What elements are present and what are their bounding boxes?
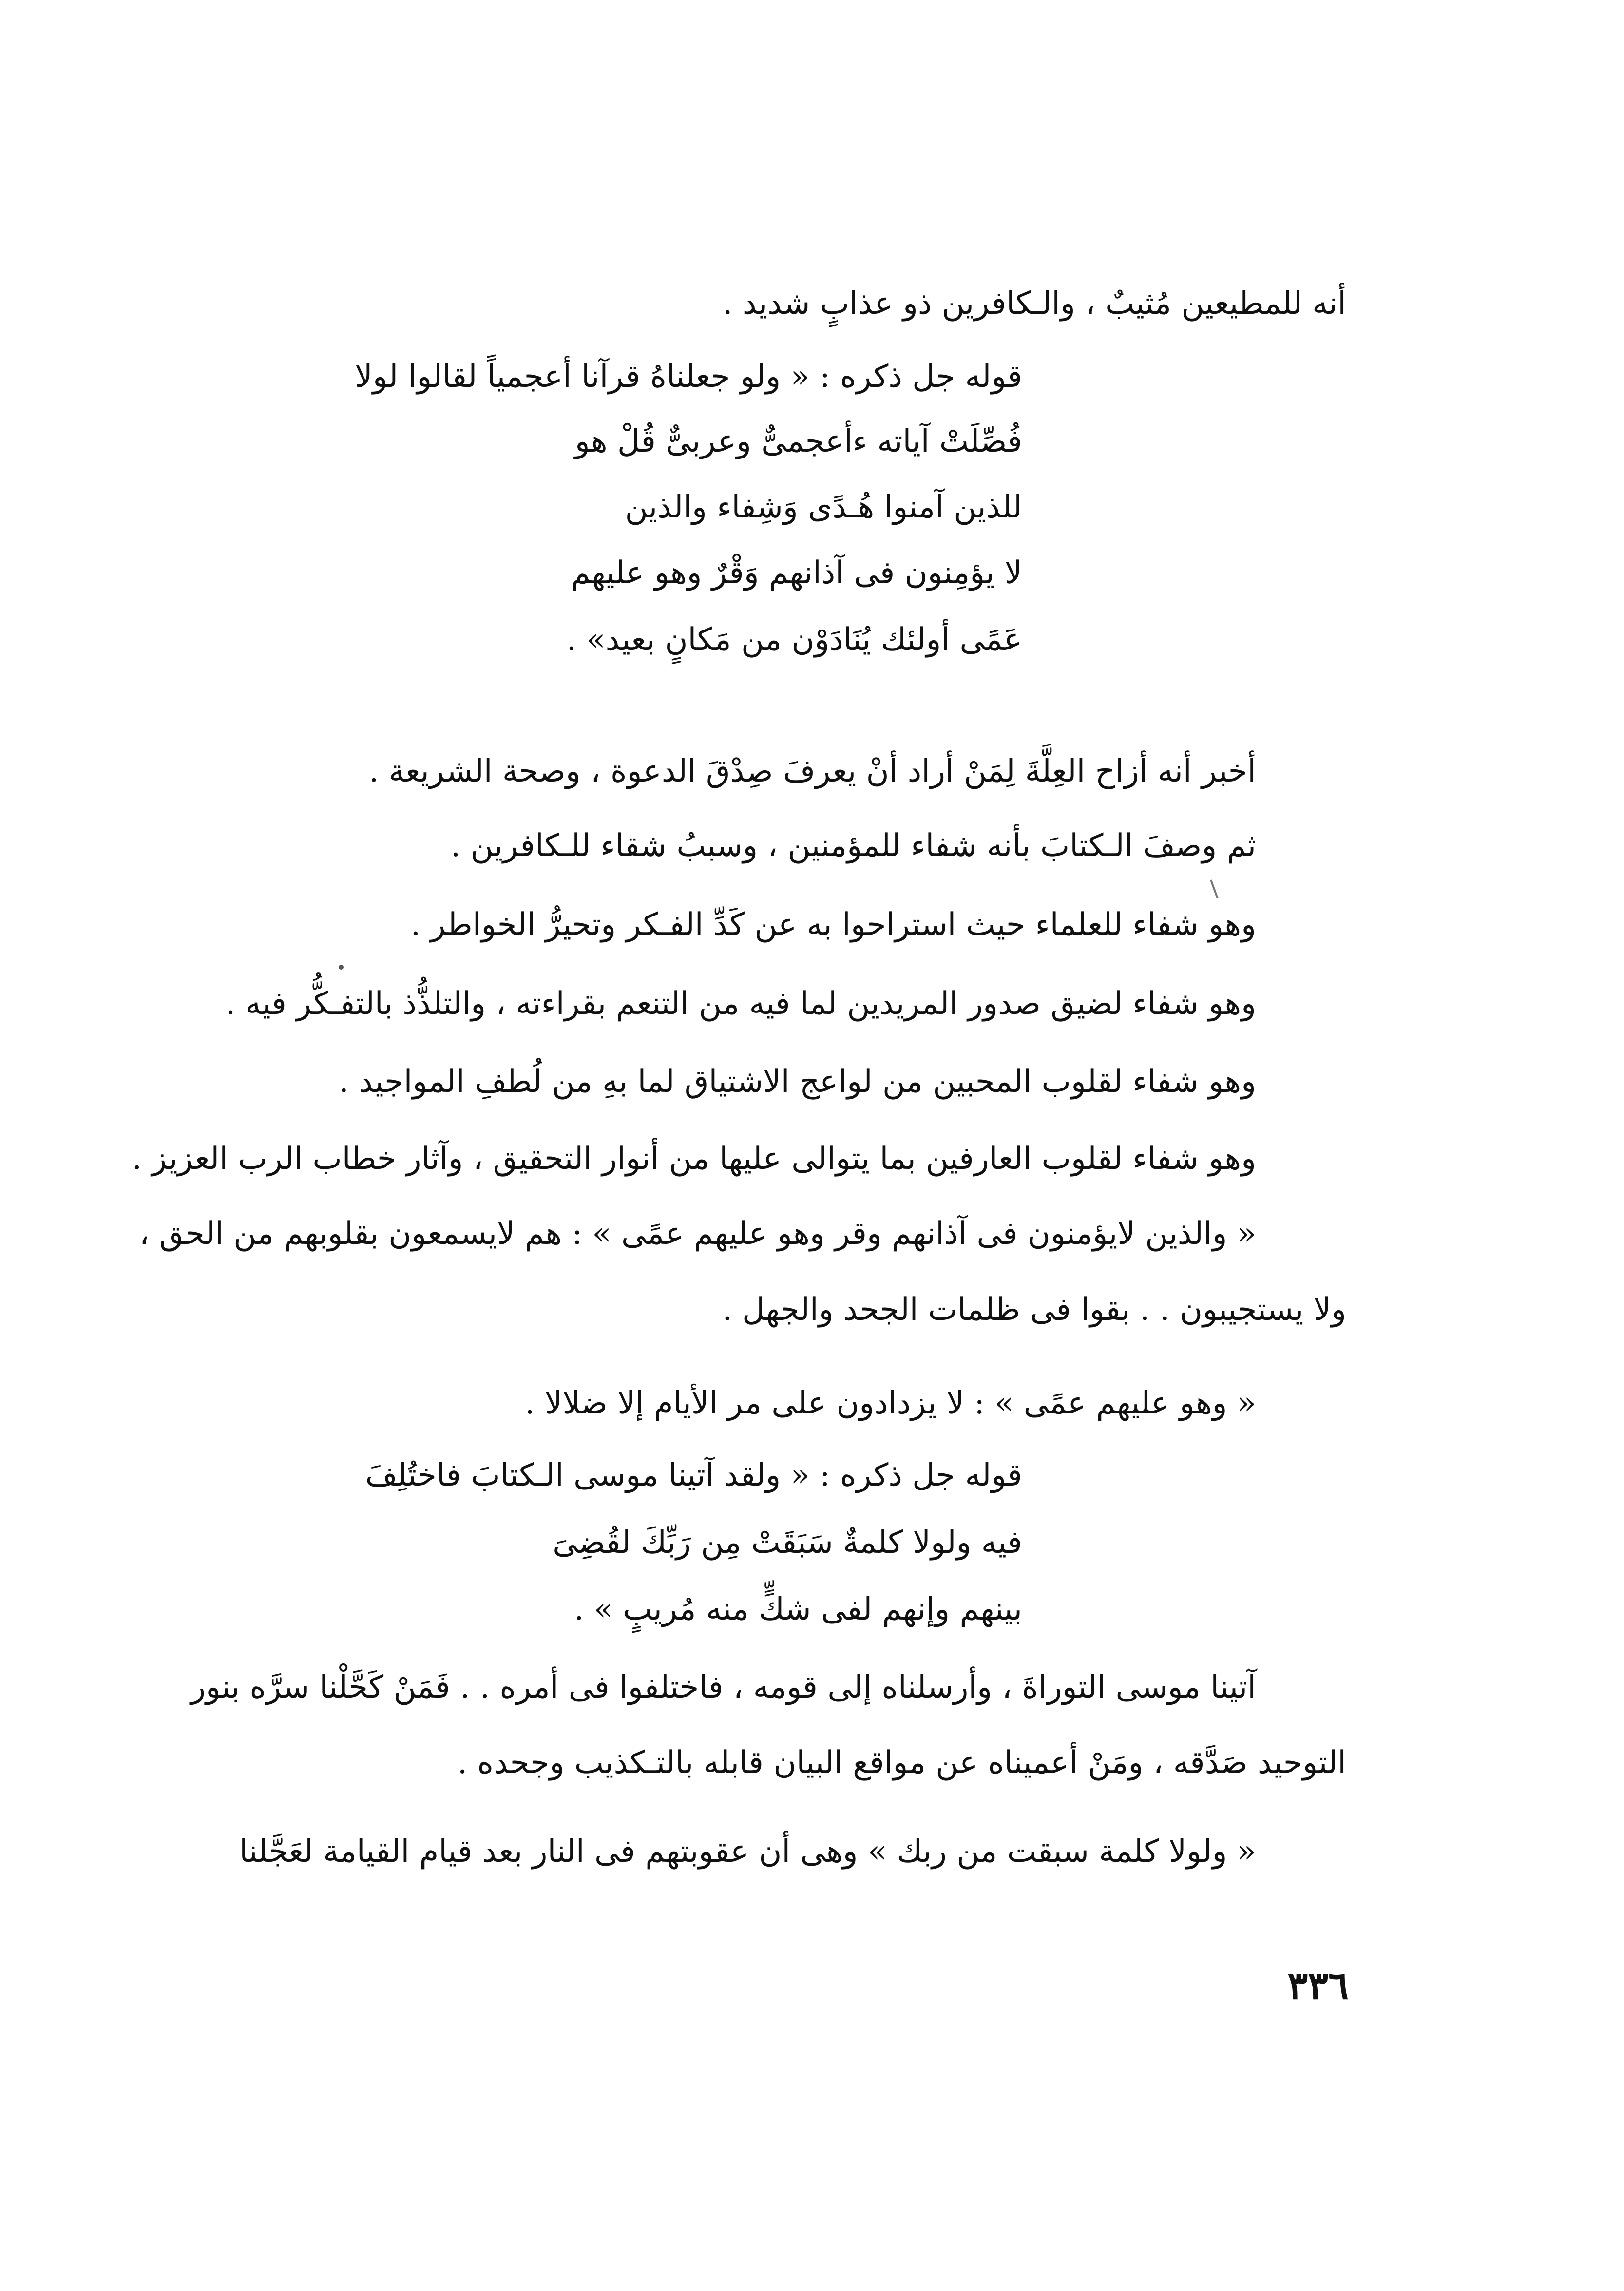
text-line-6: وهو شفاء لقلوب المحبين من لواعج الاشتياق لما بهِ من لُطفِ المواجيد . bbox=[339, 1064, 1256, 1100]
text-line-4: وهو شفاء للعلماء حيث استراحوا به عن كَدِّ الفـكر وتحيرُّ الخواطر . bbox=[410, 907, 1256, 943]
ink-mark bbox=[1210, 880, 1218, 899]
verse-line-1: قوله جل ذكره : « ولو جعلناهُ قرآنا أعجمياً لقالوا لولا bbox=[355, 359, 1022, 395]
text-line-12: التوحيد صَدَّقه ، ومَنْ أعميناه عن مواقع البيان قابله بالتـكذيب وجحده . bbox=[457, 1745, 1346, 1781]
text-line-5: وهو شفاء لضيق صدور المريدين لما فيه من التنعم بقراءته ، والتلذُّذ بالتفـكُّر فيه . bbox=[225, 986, 1256, 1022]
text-line-13: « ولولا كلمة سبقت من ربك » وهى أن عقوبتهم فى النار بعد قيام القيامة لعَجَّلنا bbox=[239, 1833, 1256, 1870]
text-line-1: أنه للمطيعين مُثيبٌ ، والـكافرين ذو عذابٍ شديد . bbox=[723, 286, 1346, 322]
verse-line-2: فُصِّلَتْ آياته ءأعجمىٌّ وعربىٌّ قُلْ هو bbox=[574, 423, 1022, 459]
verse-line-4: لا يؤمِنون فى آذانهم وَقْرٌ وهو عليهم bbox=[571, 555, 1022, 591]
text-line-9: ولا يستجيبون . . بقوا فى ظلمات الجحد والجهل . bbox=[722, 1292, 1346, 1328]
text-line-2: أخبر أنه أزاح العِلَّةَ لِمَنْ أراد أنْ يعرفَ صِدْقَ الدعوة ، وصحة الشريعة . bbox=[369, 753, 1256, 789]
text-line-11: آتينا موسى التوراةَ ، وأرسلناه إلى قومه ، فاختلفوا فى أمره . . فَمَنْ كَحَّلْنا سرَّه بنور bbox=[191, 1669, 1256, 1705]
text-line-8: « والذين لايؤمنون فى آذانهم وقر وهو عليهم عمًى » : هم لايسمعون بقلوبهم من الحق ، bbox=[139, 1216, 1256, 1252]
text-line-10: « وهو عليهم عمًى » : لا يزدادون على مر الأيام إلا ضلالا . bbox=[525, 1385, 1256, 1421]
text-line-3: ثم وصفَ الـكتابَ بأنه شفاء للمؤمنين ، وسببُ شقاء للـكافرين . bbox=[450, 828, 1256, 864]
verse-line-7: فيه ولولا كلمةٌ سَبَقَتْ مِن رَبِّكَ لقُضِىَ bbox=[553, 1525, 1022, 1561]
verse-line-5: عَمًى أولئك يُنَادَوْن من مَكانٍ بعيد» . bbox=[566, 622, 1022, 658]
text-line-7: وهو شفاء لقلوب العارفين بما يتوالى عليها من أنوار التحقيق ، وآثار خطاب الرب العزيز . bbox=[132, 1141, 1256, 1177]
page-number: ٣٣٦ bbox=[1287, 1964, 1349, 2008]
verse-line-8: بينهم وإنهم لفى شكٍّ منه مُريبٍ » . bbox=[574, 1591, 1022, 1627]
ink-speck bbox=[339, 965, 344, 970]
verse-line-6: قوله جل ذكره : « ولقد آتينا موسى الـكتابَ فاختُلِفَ bbox=[365, 1457, 1022, 1493]
verse-line-3: للذين آمنوا هُـدًى وَشِفاء والذين bbox=[625, 489, 1022, 525]
